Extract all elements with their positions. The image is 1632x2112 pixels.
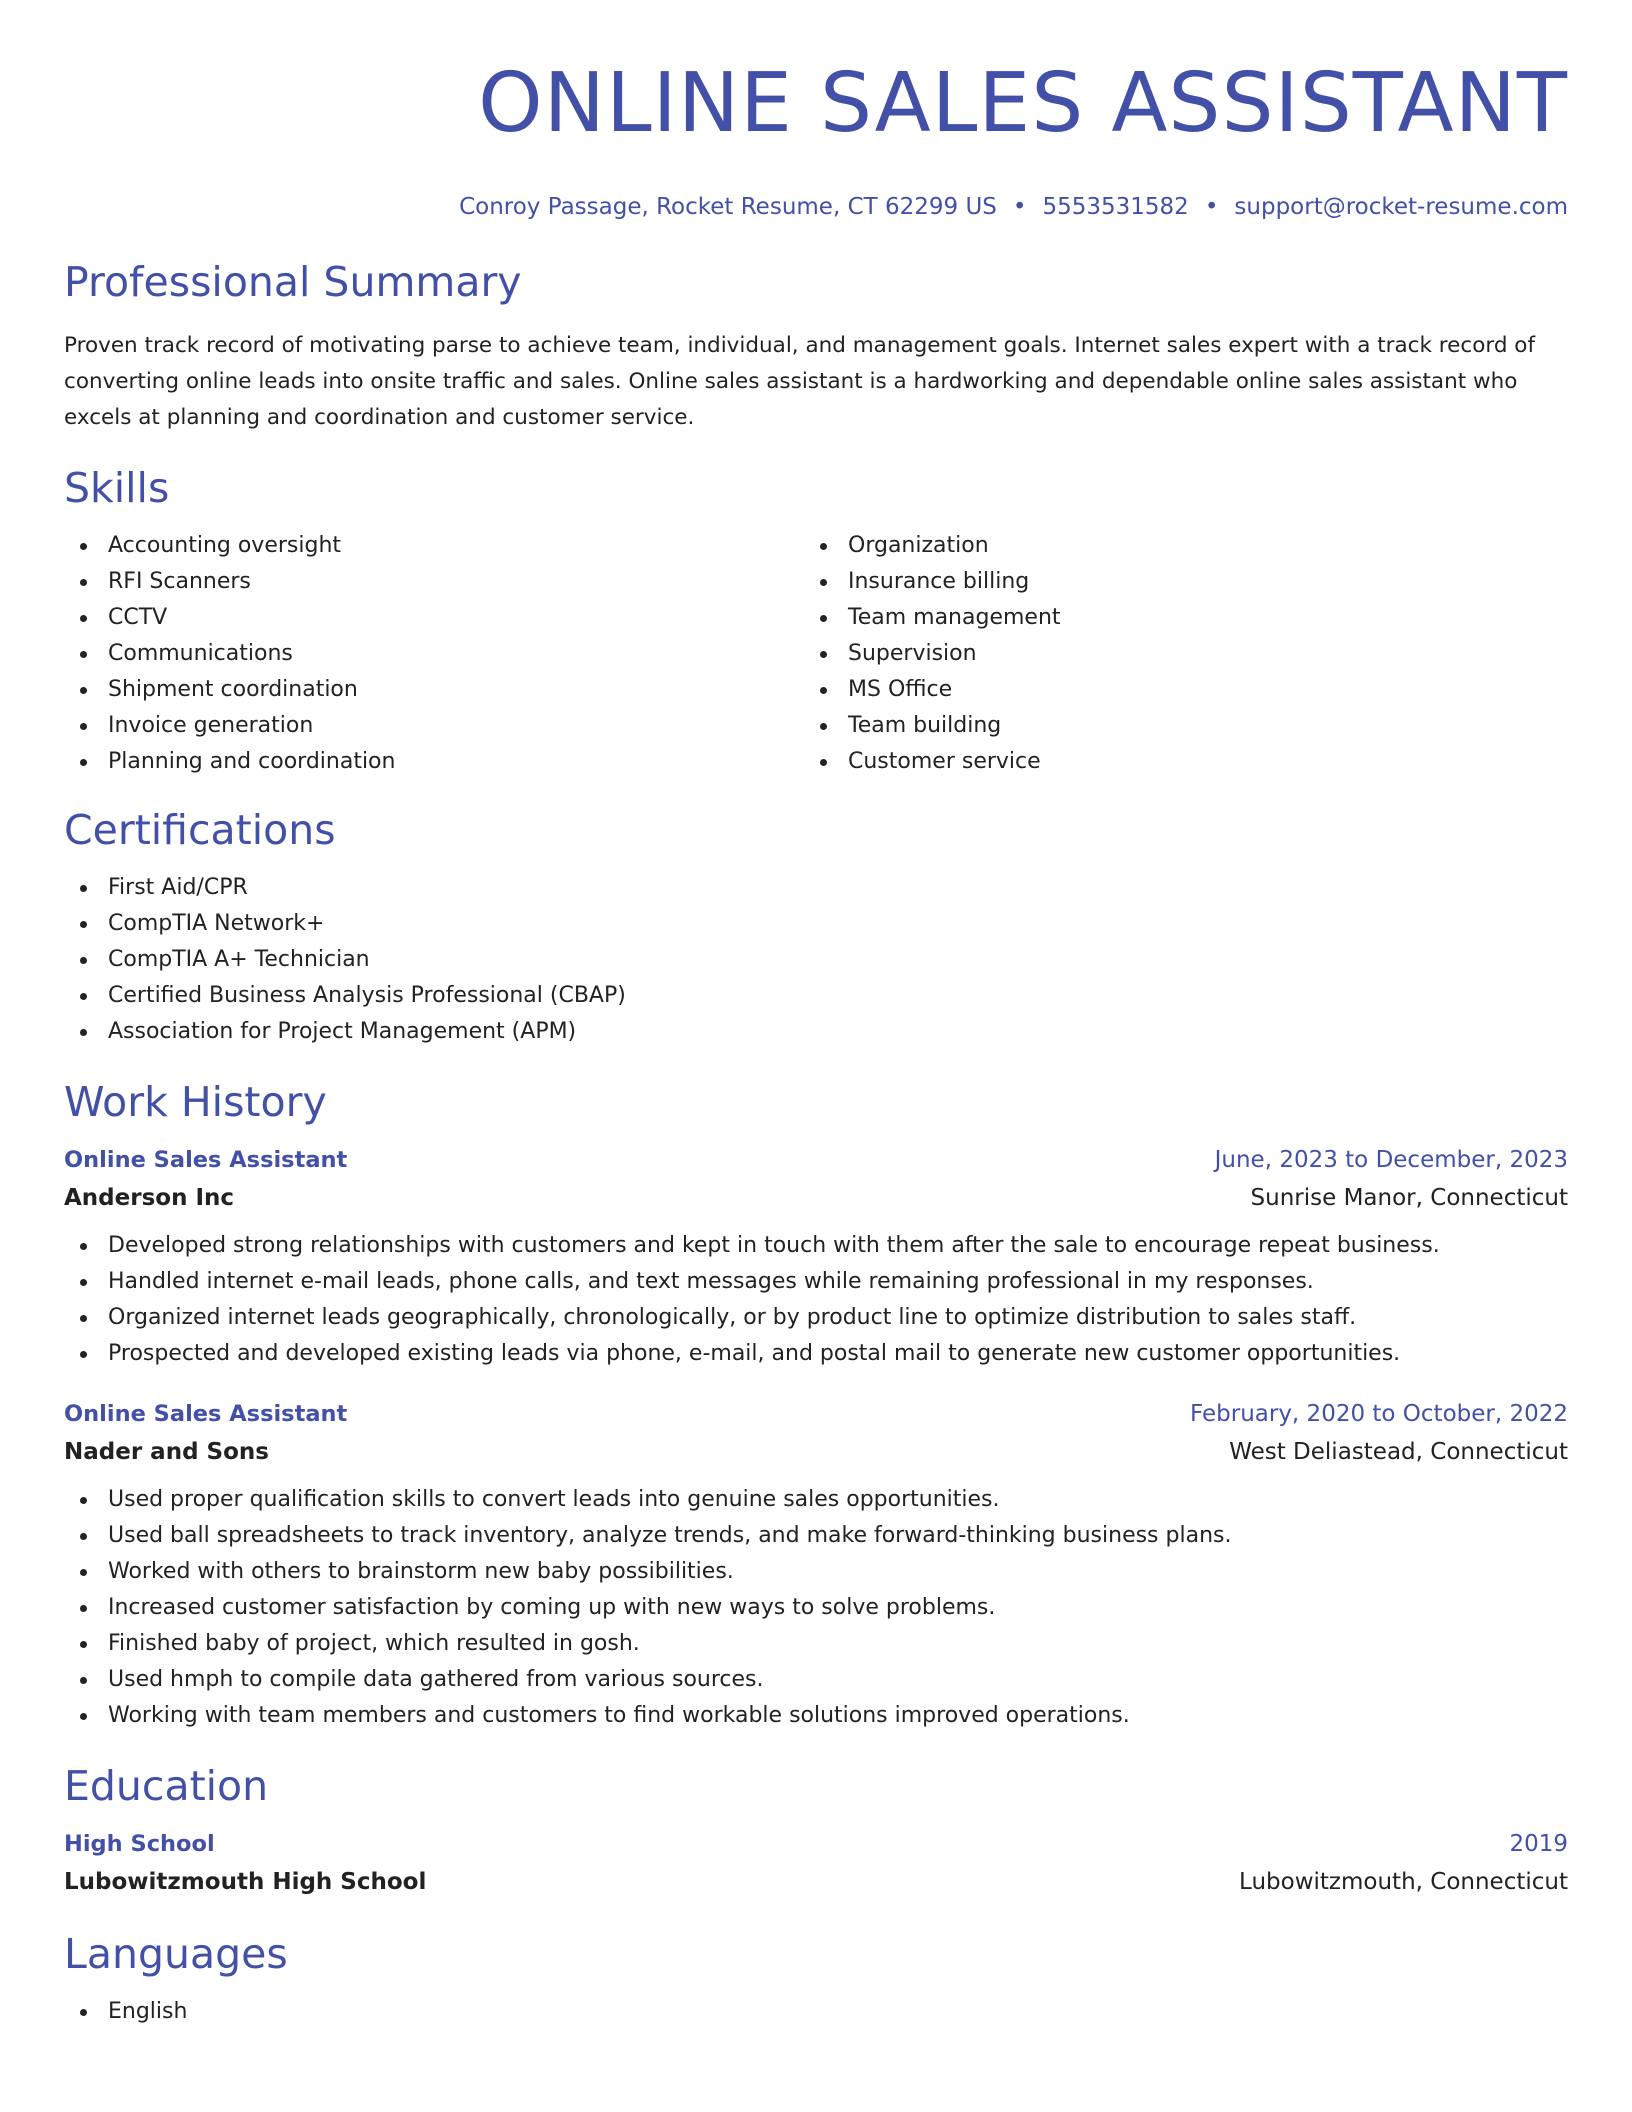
job-bullet: Worked with others to brainstorm new baby possibilities.: [64, 1554, 1568, 1590]
section-title-skills: Skills: [64, 464, 170, 512]
skills-section: [64, 462, 1568, 780]
candidate-name: ONLINE SALES ASSISTANT: [478, 56, 1568, 151]
job-entry: [64, 1142, 1568, 1372]
skill-item: Organization: [804, 528, 1544, 564]
languages-list: [64, 1994, 1568, 2030]
certifications-list: [64, 870, 1568, 1050]
skill-item: Team building: [804, 708, 1544, 744]
language-item: English: [64, 1994, 1568, 2030]
job-dates: February, 2020 to October, 2022: [1190, 1401, 1568, 1427]
languages-section: [64, 1928, 1568, 2030]
certifications-section: [64, 804, 1568, 1050]
job-bullet: Finished baby of project, which resulted in gosh.: [64, 1626, 1568, 1662]
skill-item: Insurance billing: [804, 564, 1544, 600]
section-title-languages: Languages: [64, 1930, 288, 1978]
education-location: Lubowitzmouth, Connecticut: [1239, 1869, 1568, 1895]
skills-list-right: [804, 528, 1544, 780]
skill-item: RFI Scanners: [64, 564, 804, 600]
contact-line: [64, 192, 1568, 222]
job-location: Sunrise Manor, Connecticut: [1250, 1185, 1568, 1211]
certification-item: Association for Project Management (APM): [64, 1014, 1568, 1050]
job-bullet: Increased customer satisfaction by coming up with new ways to solve problems.: [64, 1590, 1568, 1626]
job-bullet: Developed strong relationships with customers and kept in touch with them after the sale to encourage repeat business.: [64, 1228, 1568, 1264]
job-bullet: Used hmph to compile data gathered from various sources.: [64, 1662, 1568, 1698]
skills-columns: [64, 528, 1568, 780]
contact-separator: •: [1204, 194, 1219, 220]
skill-item: Customer service: [804, 744, 1544, 780]
education-degree-row: [64, 1826, 1568, 1862]
contact-separator: •: [1012, 194, 1027, 220]
skill-item: Team management: [804, 600, 1544, 636]
summary-section: [64, 256, 1568, 436]
job-dates: June, 2023 to December, 2023: [1214, 1147, 1568, 1173]
job-bullet: Prospected and developed existing leads via phone, e-mail, and postal mail to generate new customer opportunities.: [64, 1336, 1568, 1372]
job-title: Online Sales Assistant: [64, 1147, 348, 1173]
work-history-section: [64, 1076, 1568, 1734]
job-bullet: Used proper qualification skills to convert leads into genuine sales opportunities.: [64, 1482, 1568, 1518]
section-title-work-history: Work History: [64, 1078, 327, 1126]
education-school-row: [64, 1862, 1568, 1902]
skill-item: Planning and coordination: [64, 744, 804, 780]
job-company: Anderson Inc: [64, 1185, 235, 1211]
job-entry: [64, 1396, 1568, 1734]
skill-item: MS Office: [804, 672, 1544, 708]
education-degree: High School: [64, 1831, 215, 1857]
job-bullets: [64, 1228, 1568, 1372]
skill-item: Invoice generation: [64, 708, 804, 744]
contact-email[interactable]: support@rocket-resume.com: [1234, 194, 1568, 220]
summary-text: Proven track record of motivating parse to achieve team, individual, and management goals. Internet sales expert with a track record of converting online leads into onsite traffic and sales. Online sales assistant is a hardworking and dependable online sales assistant who excels at planning and coordination and customer service.: [64, 333, 1536, 430]
job-bullets: [64, 1482, 1568, 1734]
job-company: Nader and Sons: [64, 1439, 269, 1465]
skill-item: Accounting oversight: [64, 528, 804, 564]
job-title-row: [64, 1142, 1568, 1178]
job-company-row: [64, 1432, 1568, 1472]
job-title-row: [64, 1396, 1568, 1432]
section-title-certifications: Certifications: [64, 806, 336, 854]
education-year: 2019: [1509, 1831, 1568, 1857]
skill-item: CCTV: [64, 600, 804, 636]
skills-list-left: [64, 528, 804, 780]
education-entry: [64, 1826, 1568, 1902]
skill-item: Communications: [64, 636, 804, 672]
certification-item: CompTIA Network+: [64, 906, 1568, 942]
certification-item: First Aid/CPR: [64, 870, 1568, 906]
education-section: [64, 1760, 1568, 1902]
job-bullet: Handled internet e-mail leads, phone calls, and text messages while remaining professional in my responses.: [64, 1264, 1568, 1300]
resume-header: [64, 56, 1568, 222]
section-title-education: Education: [64, 1762, 269, 1810]
job-title: Online Sales Assistant: [64, 1401, 348, 1427]
job-bullet: Organized internet leads geographically, chronologically, or by product line to optimize distribution to sales staff.: [64, 1300, 1568, 1336]
job-location: West Deliastead, Connecticut: [1229, 1439, 1568, 1465]
job-bullet: Used ball spreadsheets to track inventory, analyze trends, and make forward-thinking business plans.: [64, 1518, 1568, 1554]
certification-item: Certified Business Analysis Professional (CBAP): [64, 978, 1568, 1014]
job-company-row: [64, 1178, 1568, 1218]
contact-phone[interactable]: 5553531582: [1042, 194, 1189, 220]
skill-item: Shipment coordination: [64, 672, 804, 708]
contact-address: Conroy Passage, Rocket Resume, CT 62299 US: [459, 194, 997, 220]
education-school: Lubowitzmouth High School: [64, 1869, 427, 1895]
job-bullet: Working with team members and customers to find workable solutions improved operations.: [64, 1698, 1568, 1734]
certification-item: CompTIA A+ Technician: [64, 942, 1568, 978]
skill-item: Supervision: [804, 636, 1544, 672]
section-title-summary: Professional Summary: [64, 258, 522, 306]
